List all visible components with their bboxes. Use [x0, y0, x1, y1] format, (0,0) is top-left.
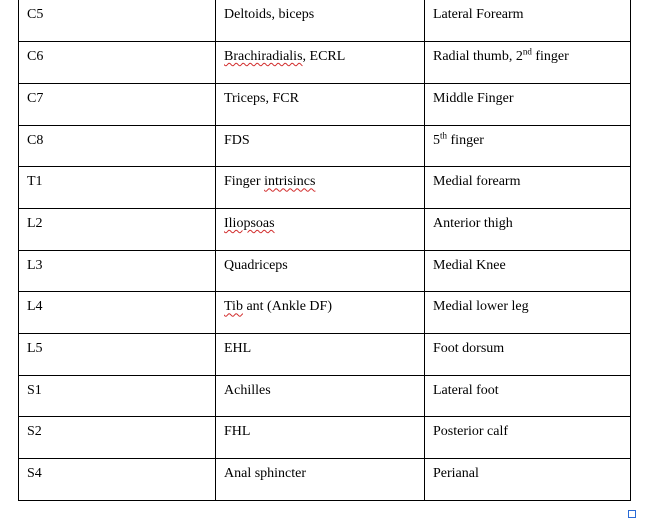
table-row[interactable]: [19, 417, 631, 459]
spellcheck-flagged-word[interactable]: Iliopsoas: [224, 215, 275, 231]
level-cell[interactable]: L5: [19, 334, 216, 376]
table-row[interactable]: [19, 208, 631, 250]
muscle-cell[interactable]: Triceps, FCR: [216, 83, 425, 125]
muscle-text-pre: Finger: [224, 174, 265, 190]
muscle-text-post: ant (Ankle DF): [242, 299, 332, 315]
level-cell[interactable]: L3: [19, 250, 216, 292]
muscle-cell[interactable]: [216, 167, 425, 209]
muscle-cell[interactable]: Quadriceps: [216, 250, 425, 292]
table-row[interactable]: [19, 167, 631, 209]
nerve-root-table[interactable]: [18, 0, 631, 501]
sensory-cell[interactable]: Lateral Forearm: [425, 0, 631, 42]
level-cell[interactable]: L4: [19, 292, 216, 334]
level-cell[interactable]: S2: [19, 417, 216, 459]
sensory-cell[interactable]: Medial Knee: [425, 250, 631, 292]
muscle-text-post: , ECRL: [302, 49, 346, 65]
ordinal-superscript: th: [440, 129, 448, 140]
muscle-cell[interactable]: Deltoids, biceps: [216, 0, 425, 42]
muscle-cell[interactable]: EHL: [216, 334, 425, 376]
level-cell[interactable]: T1: [19, 167, 216, 209]
sensory-cell[interactable]: Anterior thigh: [425, 208, 631, 250]
sensory-cell[interactable]: Medial forearm: [425, 167, 631, 209]
ordinal-superscript: nd: [522, 46, 532, 57]
sensory-cell[interactable]: Foot dorsum: [425, 334, 631, 376]
table-row[interactable]: [19, 0, 631, 42]
level-cell[interactable]: C5: [19, 0, 216, 42]
table-resize-handle[interactable]: [628, 510, 636, 518]
table-row[interactable]: [19, 292, 631, 334]
sensory-text-post: finger: [531, 49, 569, 65]
table-row[interactable]: [19, 125, 631, 167]
nerve-root-table-container: [18, 0, 630, 501]
sensory-cell[interactable]: Lateral foot: [425, 375, 631, 417]
table-row[interactable]: [19, 42, 631, 84]
sensory-cell[interactable]: [425, 42, 631, 84]
level-cell[interactable]: S4: [19, 459, 216, 501]
table-row[interactable]: [19, 375, 631, 417]
sensory-cell[interactable]: [425, 125, 631, 167]
sensory-text-post: finger: [447, 132, 484, 148]
table-row[interactable]: [19, 334, 631, 376]
level-cell[interactable]: C6: [19, 42, 216, 84]
level-cell[interactable]: L2: [19, 208, 216, 250]
muscle-cell[interactable]: [216, 292, 425, 334]
level-cell[interactable]: C8: [19, 125, 216, 167]
level-cell[interactable]: C7: [19, 83, 216, 125]
spellcheck-flagged-word[interactable]: intrisincs: [264, 174, 316, 190]
muscle-cell[interactable]: FDS: [216, 125, 425, 167]
level-cell[interactable]: S1: [19, 375, 216, 417]
table-row[interactable]: [19, 83, 631, 125]
spellcheck-flagged-word[interactable]: Tib: [224, 299, 243, 315]
table-row[interactable]: [19, 250, 631, 292]
sensory-cell[interactable]: Posterior calf: [425, 417, 631, 459]
muscle-cell[interactable]: Anal sphincter: [216, 459, 425, 501]
muscle-cell[interactable]: [216, 208, 425, 250]
sensory-text-pre: 5: [433, 132, 440, 148]
muscle-cell[interactable]: [216, 42, 425, 84]
sensory-text-pre: Radial thumb, 2: [433, 49, 523, 65]
sensory-cell[interactable]: Middle Finger: [425, 83, 631, 125]
spellcheck-flagged-word[interactable]: Brachiradialis: [224, 49, 303, 65]
muscle-cell[interactable]: FHL: [216, 417, 425, 459]
muscle-cell[interactable]: Achilles: [216, 375, 425, 417]
sensory-cell[interactable]: Medial lower leg: [425, 292, 631, 334]
sensory-cell[interactable]: Perianal: [425, 459, 631, 501]
table-row[interactable]: [19, 459, 631, 501]
